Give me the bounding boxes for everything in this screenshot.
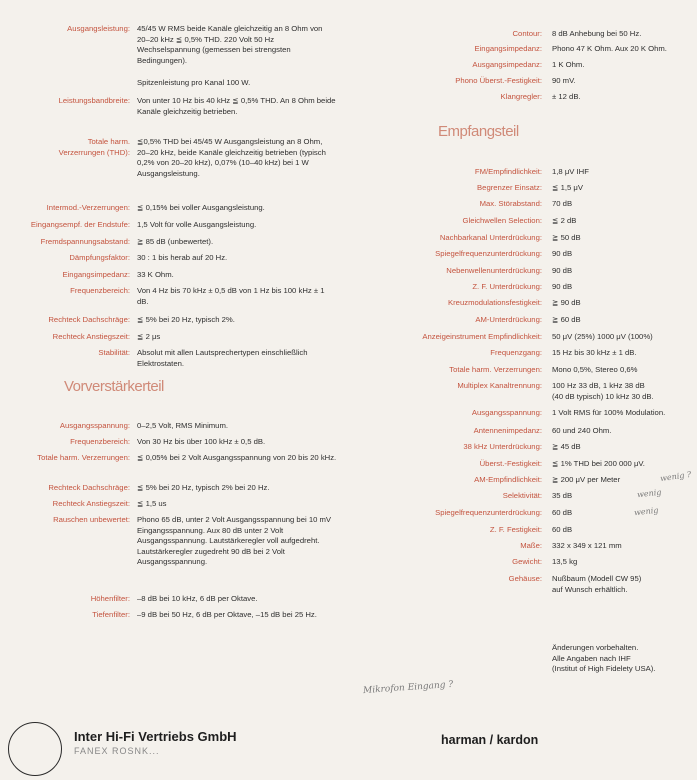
spec-value: ≧ 90 dB [552, 298, 581, 307]
spec-label: Stabilität: [98, 348, 130, 357]
spec-value: ≧ 50 dB [552, 233, 581, 242]
spec-value: ≦0,5% THD bei 45/45 W Ausgangsleistung an 8 Ohm, 20–20 kHz, beide Kanäle gleichzeitig betrieben (typisch 0,2% von 20–20 kHz), 0,07% (10–40 kHz) bei 1 W Ausgangsleistung. [137, 137, 326, 178]
note-line: (Institut of High Fidelety USA). [552, 664, 656, 674]
spec-label: Eingangsempf. der Endstufe: [30, 220, 130, 229]
spec-label: Max. Störabstand: [479, 199, 542, 208]
spec-label: Rechteck Anstiegszeit: [52, 332, 130, 341]
handwritten-note: Mikrofon Eingang ? [362, 679, 454, 697]
spec-value: 332 x 349 x 121 mm [552, 541, 622, 550]
spec-label: Z. F. Festigkeit: [489, 525, 542, 534]
spec-value: 60 und 240 Ohm. [552, 426, 612, 435]
spec-value: 1,5 Volt für volle Ausgangsleistung. [137, 220, 257, 229]
spec-label: Frequenzbereich: [70, 286, 130, 295]
spec-value: Mono 0,5%, Stereo 0,6% [552, 365, 638, 374]
spec-label: Ausgangsspannung: [59, 421, 130, 430]
spec-label: Totale harm. Verzerrungen: [37, 453, 130, 462]
spec-value: Von 30 Hz bis über 100 kHz ± 0,5 dB. [137, 437, 266, 446]
spec-label: Rechteck Dachschräge: [48, 315, 130, 324]
spec-value: ≦ 1,5 μV [552, 183, 583, 192]
spec-label: Leistungsbandbreite: [58, 96, 130, 105]
spec-label: Maße: [520, 541, 542, 550]
spec-value: 1,8 μV IHF [552, 167, 589, 176]
spec-label: Rechteck Anstiegszeit: [52, 499, 130, 508]
spec-value: ≦ 5% bei 20 Hz, typisch 2%. [137, 315, 235, 324]
spec-label: Kreuzmodulationsfestigkeit: [447, 298, 542, 307]
spec-value: 35 dB [552, 491, 573, 500]
spec-label: Phono Überst.-Festigkeit: [455, 76, 542, 85]
spec-value: ≦ 1,5 us [137, 499, 167, 508]
spec-label: Eingangsimpedanz: [474, 44, 542, 53]
spec-value: ≦ 5% bei 20 Hz, typisch 2% bei 20 Hz. [137, 483, 270, 492]
note-line: Änderungen vorbehalten. [552, 643, 639, 652]
spec-label: AM-Unterdrückung: [475, 315, 542, 324]
spec-value: 100 Hz 33 dB, 1 kHz 38 dB (40 dB typisch) 10 kHz 30 dB. [552, 381, 654, 401]
company-logo-icon [8, 722, 62, 776]
spec-value: 33 K Ohm. [137, 270, 174, 279]
spec-value: ≦ 2 dB [552, 216, 577, 225]
spec-label: Dämpfungsfaktor: [69, 253, 130, 262]
section-heading-vorverstaerker: Vorverstärkerteil [64, 378, 164, 395]
spec-label: Frequenzbereich: [70, 437, 130, 446]
spec-label: Nebenwellenunterdrückung: [446, 266, 542, 275]
spec-value: ≦ 2 μs [137, 332, 161, 341]
spec-label: Überst.-Festigkeit: [479, 459, 542, 468]
spec-value: 50 μV (25%) 1000 μV (100%) [552, 332, 653, 341]
spec-label: Fremdspannungsabstand: [40, 237, 130, 246]
spec-value: Absolut mit allen Lautsprechertypen einschließlich Elektrostaten. [137, 348, 308, 368]
spec-value: Von 4 Hz bis 70 kHz ± 0,5 dB von 1 Hz bis 100 kHz ± 1 dB. [137, 286, 325, 306]
spec-label: Frequenzgang: [490, 348, 542, 357]
spec-value: 90 dB [552, 249, 573, 258]
notes-block [552, 643, 697, 675]
company-subline: FANEX ROSNK... [74, 746, 160, 756]
spec-label: Spiegelfrequenzunterdrückung: [435, 249, 542, 258]
spec-label: 38 kHz Unterdrückung: [463, 442, 542, 451]
handwritten-note: wenig [636, 487, 662, 500]
spec-value: –9 dB bei 50 Hz, 6 dB per Oktave, –15 dB bei 25 Hz. [137, 610, 317, 619]
spec-value: ≧ 200 μV per Meter [552, 475, 621, 484]
spec-label: Selektivität: [502, 491, 542, 500]
spec-value: 13,5 kg [552, 557, 578, 566]
spec-label: Gehäuse: [508, 574, 542, 583]
spec-value: 1 K Ohm. [552, 60, 585, 69]
spec-value: 1 Volt RMS für 100% Modulation. [552, 408, 666, 417]
company-name: Inter Hi-Fi Vertriebs GmbH [74, 729, 237, 744]
spec-value: 8 dB Anhebung bei 50 Hz. [552, 29, 642, 38]
spec-label: Totale harm. Verzerrungen (THD): [58, 137, 130, 157]
spec-label: Klangregler: [500, 92, 542, 101]
spec-label: Eingangsimpedanz: [62, 270, 130, 279]
spec-value: ≦ 0,15% bei voller Ausgangsleistung. [137, 203, 265, 212]
spec-value: Phono 47 K Ohm. Aux 20 K Ohm. [552, 44, 667, 53]
spec-label: Anzeigeinstrument Empfindlichkeit: [422, 332, 542, 341]
spec-value: 15 Hz bis 30 kHz ± 1 dB. [552, 348, 637, 357]
spec-value: 70 dB [552, 199, 573, 208]
spec-value: ≦ 0,05% bei 2 Volt Ausgangsspannung von 20 bis 20 kHz. [137, 453, 337, 462]
spec-value: 30 : 1 bis herab auf 20 Hz. [137, 253, 228, 262]
spec-label: Tiefenfilter: [92, 610, 130, 619]
spec-label: Nachbarkanal Unterdrückung: [439, 233, 542, 242]
spec-label: Gleichwellen Selection: [462, 216, 542, 225]
spec-value: Spitzenleistung pro Kanal 100 W. [137, 78, 251, 87]
handwritten-note: wenig ? [659, 469, 692, 484]
spec-label: Antennenimpedanz: [473, 426, 542, 435]
spec-value: 60 dB [552, 508, 573, 517]
spec-value: ≧ 45 dB [552, 442, 581, 451]
spec-label: Begrenzer Einsatz: [477, 183, 542, 192]
spec-value: ± 12 dB. [552, 92, 581, 101]
spec-value: Nußbaum (Modell CW 95) auf Wunsch erhältlich. [552, 574, 642, 594]
spec-value: 0–2,5 Volt, RMS Minimum. [137, 421, 228, 430]
spec-value: Von unter 10 Hz bis 40 kHz ≦ 0,5% THD. An 8 Ohm beide Kanäle gleichzeitig betrieben. [137, 96, 336, 116]
spec-label: Höhenfilter: [90, 594, 130, 603]
spec-value: 90 dB [552, 266, 573, 275]
spec-value: ≧ 60 dB [552, 315, 581, 324]
spec-value: 90 dB [552, 282, 573, 291]
spec-label: Ausgangsspannung: [471, 408, 542, 417]
spec-value: ≧ 85 dB (unbewertet). [137, 237, 214, 246]
spec-value: 45/45 W RMS beide Kanäle gleichzeitig an 8 Ohm von 20–20 kHz ≦ 0,5% THD. 220 Volt 50 Hz Wechselspannung (gemessen bei strengsten Bedingungen). [137, 24, 323, 65]
spec-label: Multiplex Kanaltrennung: [457, 381, 542, 390]
handwritten-note: wenig [633, 505, 659, 518]
spec-label: Ausgangsimpedanz: [472, 60, 542, 69]
spec-value: 60 dB [552, 525, 573, 534]
note-line: Alle Angaben nach IHF [552, 653, 631, 663]
spec-label: Z. F. Unterdrückung: [472, 282, 542, 291]
spec-label: Gewicht: [512, 557, 542, 566]
spec-label: FM/Empfindlichkeit: [474, 167, 542, 176]
spec-label: Spiegelfrequenzunterdrückung: [435, 508, 542, 517]
section-heading-empfang: Empfangsteil [438, 123, 519, 140]
spec-label: Rauschen unbewertet: [53, 515, 130, 524]
spec-value: Phono 65 dB, unter 2 Volt Ausgangsspannung bei 10 mV Eingangsspannung. Aux 80 dB unter 2 Volt Ausgangsspannung. Lautstärkeregler voll aufgedreht. Lautstärkeregler zugedreht 90 dB bei 2 Volt Ausgangsspannung. [137, 515, 332, 567]
spec-value: ≦ 1% THD bei 200 000 μV. [552, 459, 645, 468]
spec-value: –8 dB bei 10 kHz, 6 dB per Oktave. [137, 594, 258, 603]
spec-label: Intermod.-Verzerrungen: [46, 203, 130, 212]
spec-label: Ausgangsleistung: [67, 24, 130, 33]
brand-name: harman / kardon [441, 733, 539, 747]
spec-label: Contour: [512, 29, 542, 38]
spec-label: AM-Empfindlichkeit: [474, 475, 542, 484]
spec-value: 90 mV. [552, 76, 576, 85]
spec-label: Totale harm. Verzerrungen: [449, 365, 542, 374]
spec-label: Rechteck Dachschräge: [48, 483, 130, 492]
